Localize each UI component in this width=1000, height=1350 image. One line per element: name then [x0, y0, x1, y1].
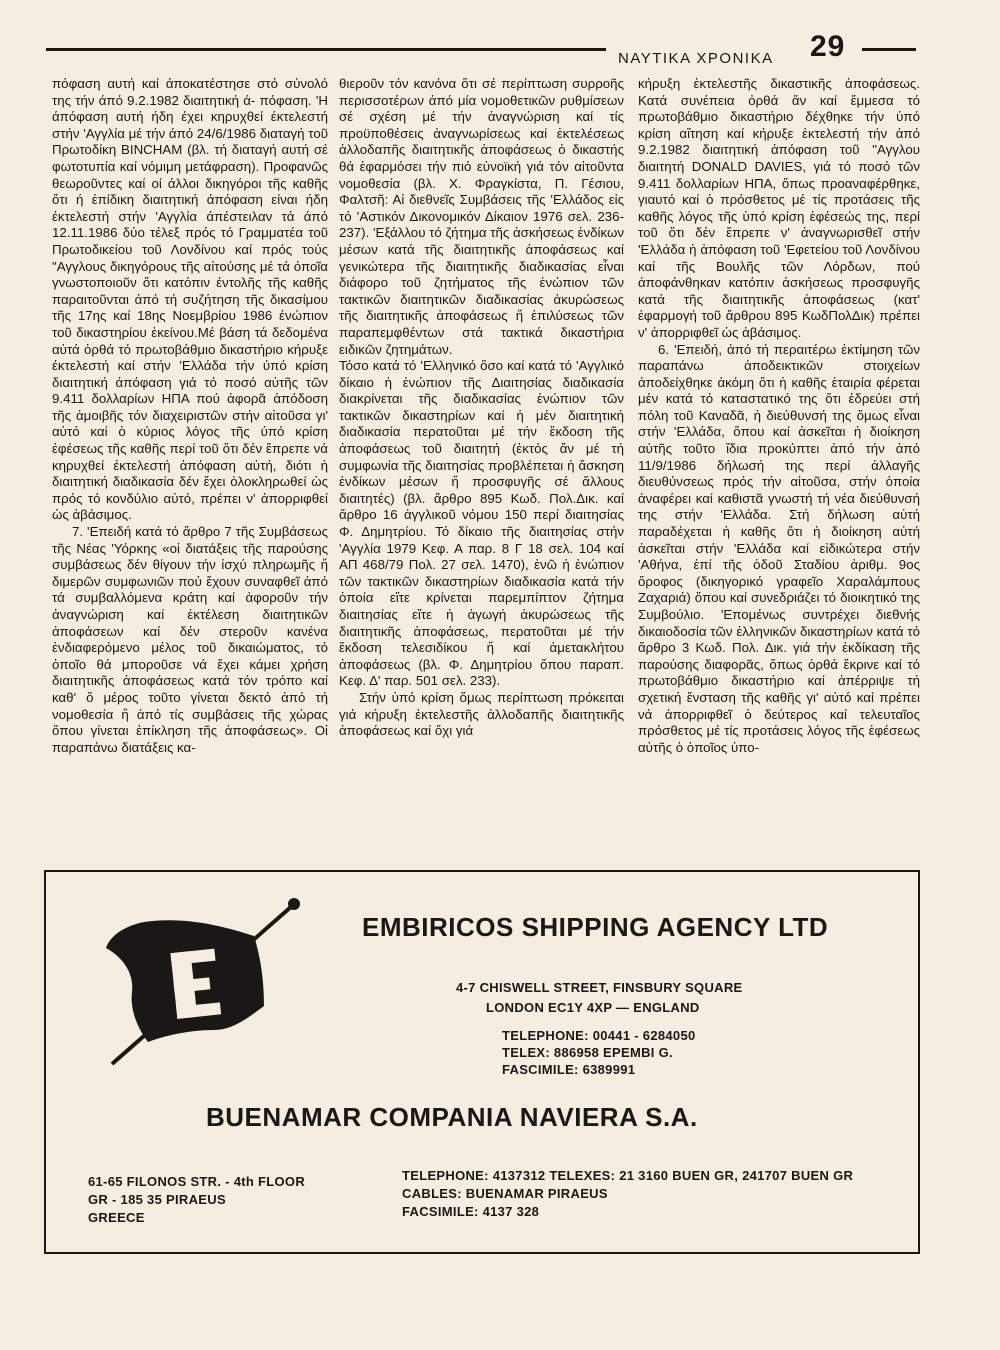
header-rule-right [862, 48, 916, 51]
embiricos-address-line-1: 4-7 CHISWELL STREET, FINSBURY SQUARE [456, 980, 743, 995]
flag-logo-icon [104, 896, 314, 1066]
advertisement-box [44, 870, 920, 1254]
company-name-embiricos: EMBIRICOS SHIPPING AGENCY LTD [362, 912, 829, 942]
embiricos-address-line-2: LONDON EC1Y 4XP — ENGLAND [486, 1000, 700, 1015]
paragraph: Στήν ὑπό κρίση ὅμως περίπτωση πρόκειται γιά κήρυξη ἐκτελεστῆς ἀλλοδαπῆς διαιτητικῆς ἀποφάσεως καί ὄχι γιά [339, 689, 624, 739]
buenamar-cables: CABLES: BUENAMAR PIRAEUS [402, 1186, 608, 1201]
embiricos-facsimile: FASCIMILE: 6389991 [502, 1062, 636, 1077]
running-head: ΝΑΥΤΙΚΑ ΧΡΟΝΙΚΑ [618, 50, 774, 67]
buenamar-facsimile: FACSIMILE: 4137 328 [402, 1204, 540, 1219]
paragraph: θιεροῦν τόν κανόνα ὅτι σέ περίπτωση συρροῆς περισσοτέρων ἀπό μία νομοθετικῶν ρυθμίσεων σέ σχέση μέ τήν ἀναγνώριση καί τίς προϋποθέσεις ἀναγνωρίσεως καί ἐκτελέσεως ἀλλοδαπῆς διαιτητικῆς ἀποφάσεως ὁ δικαστής θά ἐφαρμόσει τήν πιό εὐνοϊκή γιά τόν αἰτοῦντα νομοθεσία (βλ. Χ. Φραγκίστα, Π. Γέσιου, Φαλτσῆ: Αἱ διεθνεῖς Συμβάσεις τῆς 'Ελλάδος εἰς τό 'Αστικόν Δικονομικόν Δίκαιον 1976 σελ. 236-237). 'Εξάλλου τό ζήτημα τῆς ἀσκήσεως ἐνδίκων μέσων κατά τῆς διαιτητικῆς ἀποφάσεως καί γενικώτερα τῆς διαιτητικῆς διαδικασίας εἶναι διάφορο τοῦ ζητήματος τῆς ἐνώπιον τῶν τακτικῶν διαιτητικῶν διαδικασίας ἀκυρώσεως τῆς διαιτητικῆς ἀποφάσεως ἤ ἐπιλύσεως τῶν παραπεμφθέντων στά τακτικά δικαστήρια ειδικῶν ζητημάτων. [339, 76, 624, 357]
text-column-3 [638, 76, 920, 756]
text-column-1 [52, 76, 328, 756]
paragraph: 6. 'Επειδή, ἀπό τή περαιτέρω ἐκτίμηση τῶν παραπάνω ἀποδεικτικῶν στοιχείων ἀποδείχθηκε ἀκόμη ὅτι ἡ καθῆς ἑταιρία φέρεται μέν κατά τό καταστατικό της ὅτι ἑδρεύει στή πόλη τοῦ Καναδᾶ, ἡ διεύθυνσή της ὅμως εἶναι στήν 'Ελλάδα, ὅπου καί ἀσκεῖται ἡ διοίκηση αὐτῆς τοῦτο ἴδια προκύπτει ἀπό τήν ἀπό 11/9/1986 δήλωσή της περί ἀλλαγῆς διευθύνσεως πρός τήν αἰτοῦσα, στήν ὁποία ἀναφέρει καί καθιστᾶ γνωστή τή νέα διεύθυνσή της στήν 'Ελλάδα. Στή δήλωση αὐτή παραδέχεται ἡ καθῆς ὅτι ἡ διοίκηση αὐτή ἀσκεῖται στήν 'Ελλάδα καί εἰδικώτερα στήν 'Αθήνα, ἐπί τῆς ὁδοῦ Σταδίου ἀριθμ. 9ος ὅροφος (δικηγορικό γραφεῖο Χαραλάμπους Ζαχαριά) ὅπου καί συνεδριάζει τό διοικητικό της Συμβούλιο. 'Επομένως συντρέχει διεθνής δικαιοδοσία τῶν ἑλληνικῶν δικαστηρίων κατά τό ἄρθρο 3 Κωδ. Πολ. Δικ. γιά τήν ἐκδίκαση τῆς παρούσης διαφορᾶς, ὅπως ὀρθά ἔκρινε καί τό πρωτοβάθμιο δικαστήριο καί ἀπέρριψε τή σχετική ἔνσταση τῆς καθῆς γι' αὐτό καί πρέπει νά ἀπορριφθεῖ ὁ δεύτερος καί τελευταῖος πρόσθετος μέ τίς προτάσεις λόγος τῆς ἐφέσεως αὐτῆς ὁ ὁποῖος ὑπο- [638, 341, 920, 755]
buenamar-address-line-2: GR - 185 35 PIRAEUS [88, 1192, 226, 1207]
buenamar-address-line-1: 61-65 FILONOS STR. - 4th FLOOR [88, 1174, 306, 1189]
embiricos-telephone: TELEPHONE: 00441 - 6284050 [502, 1028, 696, 1043]
paragraph: πόφαση αυτή καί άποκατέστησε στό σύνολό της τήν άπό 9.2.1982 διαιτητική ά- πόφαση. 'Η άπόφαση αυτή ήδη έχει κηρυχθεί έκτελεστή στήν 'Αγγλία μέ τήν άπό 24/6/1986 διαταγή τοῦ Πρωτοδίκη BINCHAM (βλ. τή διαταγή αυτή σέ φωτοτυπία καί νόμιμη μετάφραση). Προφανῶς θεωροῦντες καί οί άλλοι δικηγόροι τῆς καθῆς ὅτι ή ἐπίδικη διαιτητική άπόφαση είναι ήδη έκτελεστή στήν 'Αγγλία άπέστειλαν τά άπό 12.11.1986 δύο τέλεξ πρός τό Γραμματέα τοῦ Πρωτοδικείου τοῦ Λονδίνου καί πρός τούς "Αγγλους δικηγόρους τῆς αἰτούσης μέ τά όποῖα γνωστοποιοῦν ὅτι κατόπιν έντολῆς τῆς καθῆς παραιτοῦνται άπό τή συζήτηση τῆς δικασίμου τῆς 17ης καί 18ης Νοεμβρίου 1986 ένώπιον τοῦ δικαστηρίου ἐκείνου.Μέ βάση τά δεδομένα αὐτά ὀρθά τό πρωτοβάθμιο δικαστήριο κήρυξε έκτελεστή καί στήν 'Ελλάδα τήν ύπό κρίση διαιτητική άπόφαση γιά τό ποσό αὐτῆς τῶν 9.411 δολλαρίων ΗΠΑ πού ἀφορᾶ ἀπόδοση τῆς ἀμοιβῆς τόν διαχειριστῶν στήν αἰτοῦσα γι' αὐτό καί ὁ κύριος λόγος τῆς ύπό κρίση ἐφέσεως τῆς καθῆς περί τοῦ ὅτι δέν ἔπρεπε νά κηρυχθεί έκτελεστή ἀπόφαση αὐτή, διότι ἡ διαιτητική διαδικασία δέν ἔχει ὁλοκληρωθεί ὡς πρός τό κονδύλιο αὐτό, πρέπει ν' ἀπορριφθεί ὡς ἀβάσιμος. [52, 76, 328, 523]
buenamar-address-line-3: GREECE [88, 1210, 145, 1225]
paragraph: Τόσο κατά τό 'Ελληνικό ὅσο καί κατά τό 'Αγγλικό δίκαιο ἡ ἐνώπιον τῆς Διαιτησίας διαδικασία διακρίνεται τῆς διαδικασίας ἐνώπιον τῶν τακτικῶν δικαστηρίων καί ἡ μέν διαιτητική διαδικασία περατοῦται μέ τήν ἔκδοση τῆς ἀποφάσεως τοῦ διαιτητή (ἐκτός ἄν μέ τή συμφωνία τῆς διαιτησίας προβλέπεται ἡ ἄσκηση ἐνδίκων μέσων ἤ προσφυγῆς σέ ἄλλους διαιτητές) (βλ. ἄρθρο 895 Κωδ. Πολ.Δικ. καί ἄρθρο 16 ἀγγλικοῦ νόμου 150 περί διαιτησίας Φ. Δημητρίου. Τό δίκαιο τῆς διαιτησίας στήν 'Αγγλία 1979 Κεφ. Α παρ. 8 Γ 18 σελ. 104 καί ΑΠ 468/79 Πολ. 27 σελ. 1470), ἐνῶ ἡ ἐνώπιον τῶν τακτικῶν δικαστηρίων διαδικασία κατά τήν ὁποία εἴτε κρίνεται παρεμπίπτον ζήτημα διαιτησίας εἴτε ἡ ἀγωγή ἀκυρώσεως τῆς διαιτητικῆς ἀποφάσεως, περατοῦται μέ τήν ἔκδοση τελεσιδίκου ἤ καί ἀμετακλήτου ἀποφάσεως (βλ. Φ. Δημητρίου ὅπου παραπ. Κεφ. Δ' παρ. 501 σελ. 233). [339, 358, 624, 689]
page-number: 29 [810, 30, 846, 63]
company-name-buenamar: BUENAMAR COMPANIA NAVIERA S.A. [206, 1102, 698, 1132]
paragraph: 7. 'Επειδή κατά τό ἄρθρο 7 τῆς Συμβάσεως τῆς Νέας 'Υόρκης «οἱ διατάξεις τῆς παρούσης συμβάσεως δέν θίγουν τήν ἰσχύ πληρωμῆς ἤ διμερῶν συμφωνιῶν πού ἔχουν συναφθεῖ ἀπό τά συμβαλλόμενα κράτη καί ἀφοροῦν τήν ἀναγνώριση καί ἐκτέλεση διαιτητικῶν ἀποφάσεων καί δέν στεροῦν κανένα ἐνδιαφερόμενο μέλος τοῦ δικαιώματος, τό ὁποῖο θά μποροῦσε νά ἔχει κάμει χρήση διαιτητικῆς ἀποφάσεως κατά τόν τρόπο καί καθ' ὅ μέρος τοῦτο γίνεται δεκτό ἀπό τή νομοθεσία ἤ ἀπό τίς συμβάσεις τῆς χώρας ὅπου γίνεται ἐπίκληση τῆς ἀποφάσεως». Οἱ παραπάνω διατάξεις κα- [52, 524, 328, 755]
embiricos-telex: TELEX: 886958 EPEMBI G. [502, 1045, 673, 1060]
paragraph: κήρυξη ἐκτελεστῆς δικαστικῆς ἀποφάσεως. Κατά συνέπεια ὀρθά ἄν καί ἔμμεσα τό πρωτοβάθμιο δικαστήριο δέχθηκε τήν ὑπό κρίση αἴτηση καί κήρυξε ἐκτελεστή τήν ἀπό 9.2.1982 διαιτητική ἀπόφαση τοῦ "Αγγλου διαιτητή DONALD DAVIES, γιά τό ποσό τῶν 9.411 δολλαρίων ΗΠΑ, ὅπως προαναφέρθηκε, γιαυτό καί ὁ πρόσθετος μέ τίς προτάσεις τῆς καθῆς λόγος τῆς ὑπό κρίση ἐφέσεώς της, περί τοῦ ὅτι δέν ἔπρεπε ν' ἀναγνωρισθεῖ στήν 'Ελλάδα ἡ ἀπόφαση τοῦ 'Εφετείου τοῦ Λονδίνου καί τῆς Βουλῆς τῶν Λόρδων, πού ἀποφάνθηκαν κατόπιν ἀσκήσεως προσφυγῆς κατά τῆς διαιτητικῆς ἀποφάσεως (κατ' ἐφαρμογή τοῦ ἄρθρου 895 ΚωδΠολΔικ) πρέπει ν' ἀπορριφθεῖ ὡς ἀβάσιμος. [638, 76, 920, 340]
header-rule-left [46, 48, 606, 51]
text-column-2 [339, 76, 624, 740]
buenamar-telephone-telexes: TELEPHONE: 4137312 TELEXES: 21 3160 BUEN GR, 241707 BUEN GR [402, 1168, 854, 1183]
